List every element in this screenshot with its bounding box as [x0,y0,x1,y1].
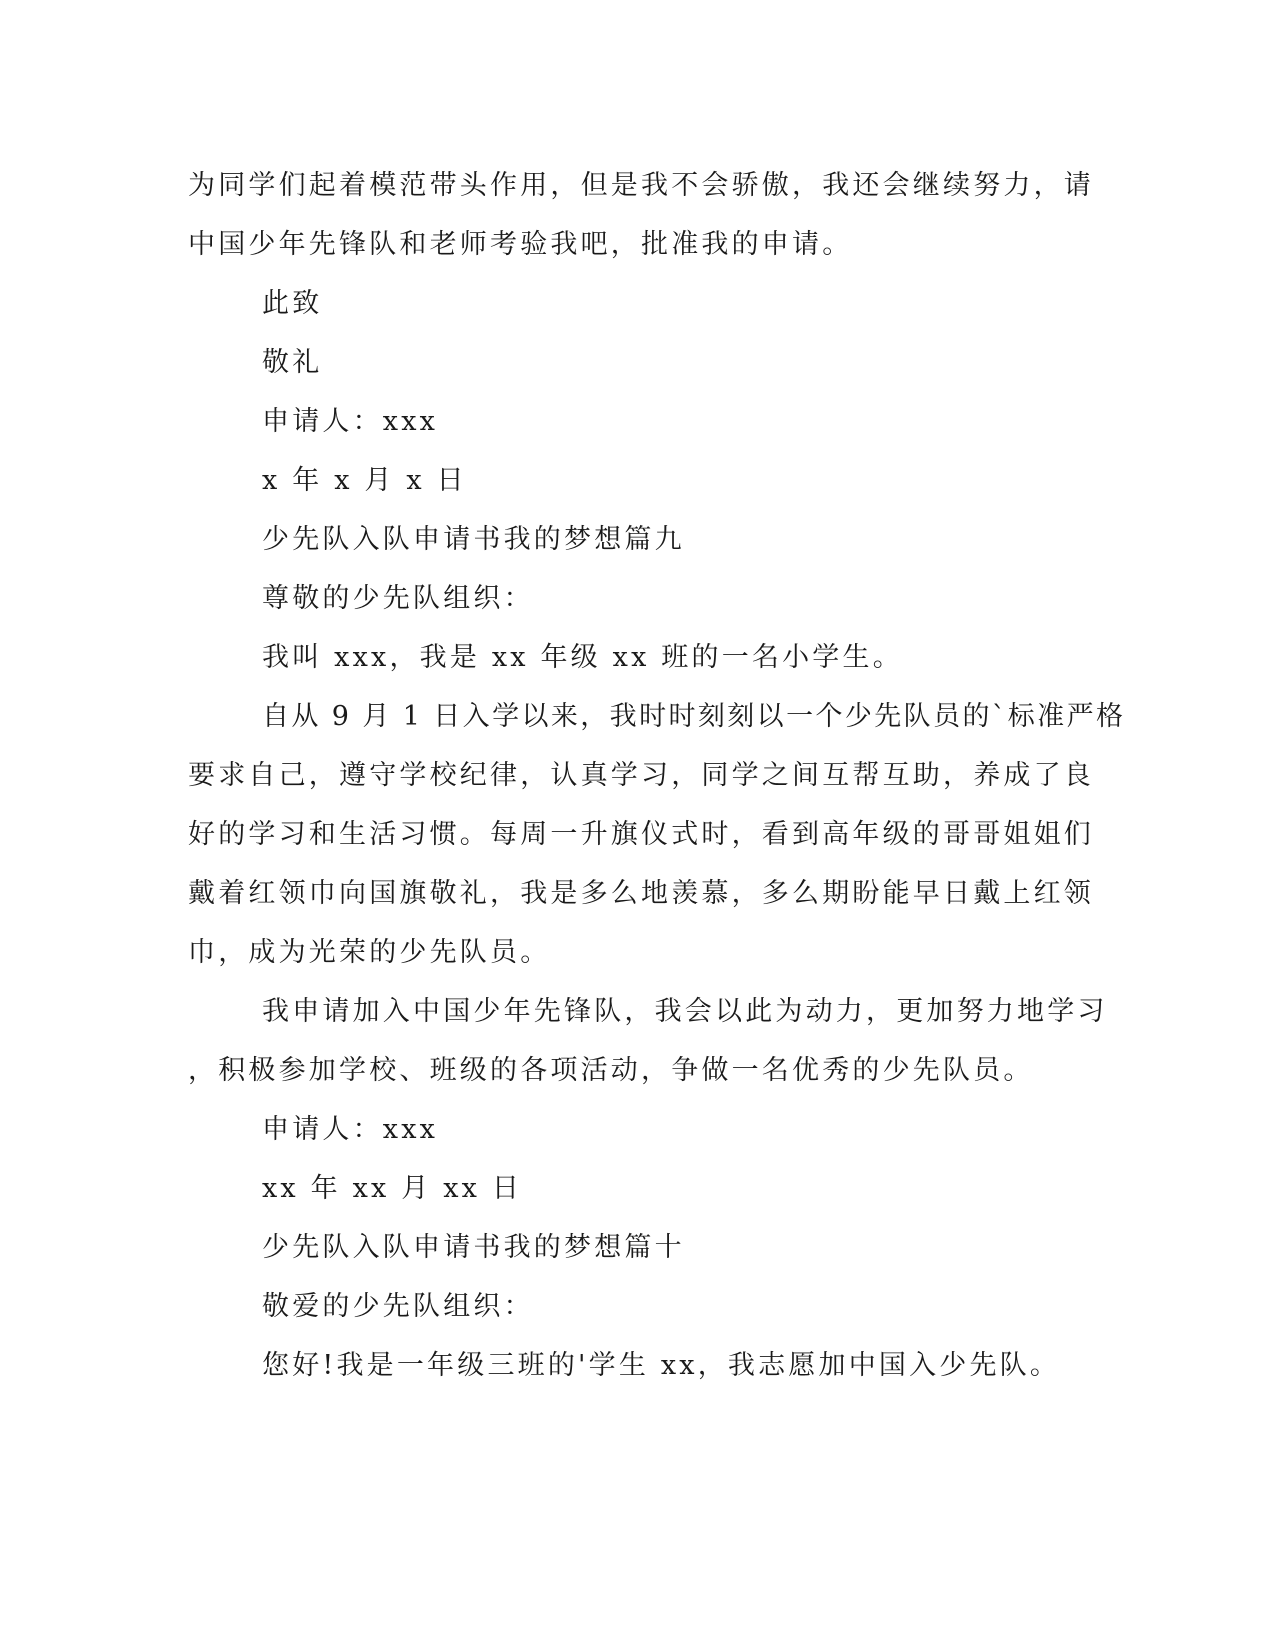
applicant-signature: 申请人：xxx [262,1114,439,1145]
body-text-line: 戴着红领巾向国旗敬礼，我是多么地羡慕，多么期盼能早日戴上红领 [188,878,1094,909]
body-text-line: 中国少年先锋队和老师考验我吧，批准我的申请。 [188,229,853,260]
body-text-line: ，积极参加学校、班级的各项活动，争做一名优秀的少先队员。 [188,1055,1034,1086]
body-text-line: 您好!我是一年级三班的'学生 xx，我志愿加中国入少先队。 [262,1350,1061,1381]
body-text-line: 自从 9 月 1 日入学以来，我时时刻刻以一个少先队员的`标准严格 [262,701,1126,732]
date-line: x 年 x 月 x 日 [262,465,467,496]
closing-salutation: 此致 [262,288,323,319]
greeting-line: 敬爱的少先队组织： [262,1291,534,1322]
section-heading: 少先队入队申请书我的梦想篇十 [262,1232,685,1263]
applicant-signature: 申请人：xxx [262,406,439,437]
body-text-line: 为同学们起着模范带头作用，但是我不会骄傲，我还会继续努力，请 [188,170,1094,201]
body-text-line: 好的学习和生活习惯。每周一升旗仪式时，看到高年级的哥哥姐姐们 [188,819,1094,850]
greeting-line: 尊敬的少先队组织： [262,583,534,614]
body-text-line: 巾，成为光荣的少先队员。 [188,937,551,968]
body-text-line: 我叫 xxx，我是 xx 年级 xx 班的一名小学生。 [262,642,903,673]
body-text-line: 要求自己，遵守学校纪律，认真学习，同学之间互帮互助，养成了良 [188,760,1094,791]
body-text-line: 我申请加入中国少年先锋队，我会以此为动力，更加努力地学习 [262,996,1108,1027]
closing-regards: 敬礼 [262,347,323,378]
section-heading: 少先队入队申请书我的梦想篇九 [262,524,685,555]
date-line: xx 年 xx 月 xx 日 [262,1173,523,1204]
